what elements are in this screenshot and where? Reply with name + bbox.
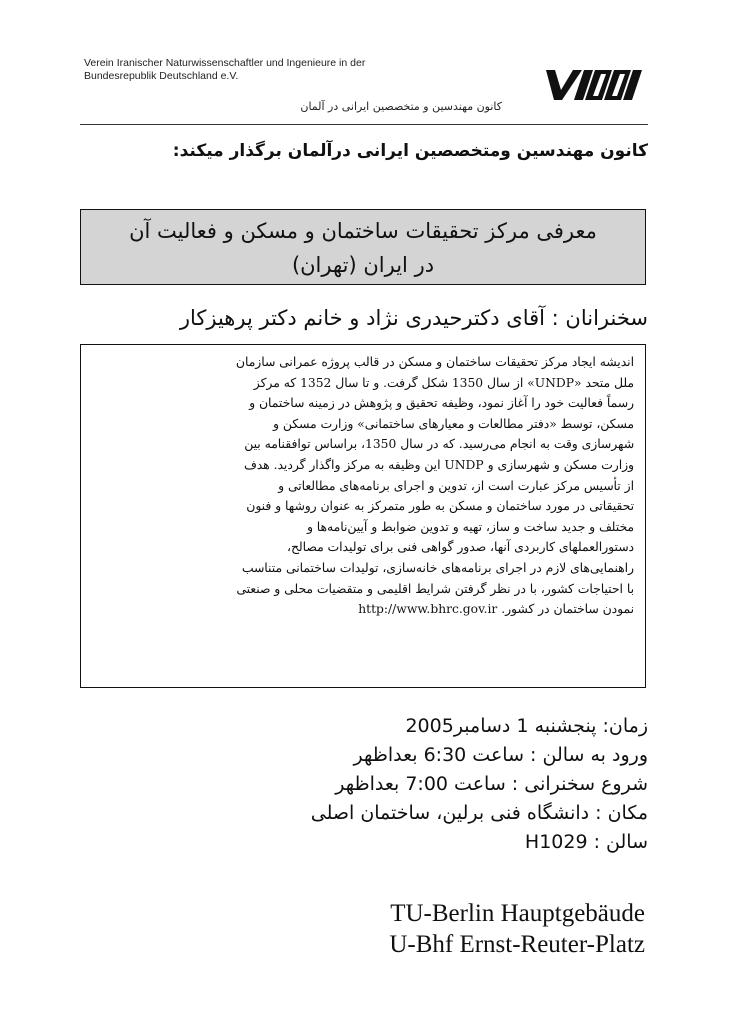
abstract-line: رسماً فعالیت خود را آغاز نمود، وظیفه تحقیق و پژوهش در زمینه ساختمان و xyxy=(249,396,634,411)
event-place: مکان : دانشگاه فنی برلین، ساختمان اصلی xyxy=(310,802,648,824)
abstract-line: تحقیقاتی در مورد ساختمان و مسکن به طور متمرکز به عنوان روشها و فنون xyxy=(246,499,634,514)
viii-logo xyxy=(540,68,652,102)
venue-station: U-Bhf Ernst-Reuter-Platz xyxy=(389,931,645,958)
event-date: زمان: پنجشنبه 1 دسامبر2005 xyxy=(405,715,648,737)
abstract-line: مسکن، توسط «دفتر مطالعات و معیارهای ساختمانی» وزارت مسکن و xyxy=(273,416,634,431)
abstract-line: با احتیاجات کشور، با در نظر گرفتن شرایط اقلیمی و متقضیات محلی و صنعتی xyxy=(236,581,634,596)
abstract-line: از تأسیس مرکز عبارت است از، تدوین و اجرای برنامه‌های مطالعاتی و xyxy=(278,478,634,493)
lecture-title-line-1: معرفی مرکز تحقیقات ساختمان و مسکن و فعالیت آن xyxy=(129,219,597,243)
abstract-line: اندیشه ایجاد مرکز تحقیقات ساختمان و مسکن در قالب پروژه عمرانی سازمان xyxy=(235,355,634,369)
abstract-line: ملل متحد «UNDP» از سال 1350 شکل گرفت. و تا سال 1352 که مرکز xyxy=(253,375,634,390)
lecture-title-line-2: در ایران (تهران) xyxy=(291,253,435,277)
org-name-persian: کانون مهندسین و متخصصین ایرانی در آلمان xyxy=(300,100,502,113)
speakers-line: سخنرانان : آقای دکترحیدری نژاد و خانم دکتر پرهیزکار xyxy=(179,306,648,330)
venue-building: TU-Berlin Hauptgebäude xyxy=(390,900,645,927)
abstract-line: وزارت مسکن و شهرسازی و UNDP این وظیفه به مرکز واگذار گردید. هدف xyxy=(243,457,634,472)
abstract-line: دستورالعملهای کاربردی آنها، صدور گواهی فنی برای تولیدات مصالح، xyxy=(287,540,634,555)
abstract-line: شهرسازی وقت به انجام می‌رسید. که در سال 1350، براساس توافقنامه بین xyxy=(244,437,634,452)
header-divider xyxy=(80,124,648,125)
event-start-time: شروع سخنرانی : ساعت 7:00 بعداظهر xyxy=(335,773,648,795)
event-hall: سالن : H1029 xyxy=(524,831,648,853)
lecture-title-box xyxy=(80,209,646,285)
abstract-line: نمودن ساختمان در کشور. http://www.bhrc.gov.ir xyxy=(358,602,634,617)
org-name-german-line-2: Bundesrepublik Deutschland e.V. xyxy=(84,70,239,82)
intro-line: کانون مهندسین ومتخصصین ایرانی درآلمان برگذار میکند: xyxy=(172,141,648,161)
org-name-german xyxy=(84,57,404,83)
abstract-line: راهنمایی‌های لازم در اجرای برنامه‌های خانه‌سازی، تولیدات ساختمانی متناسب xyxy=(241,560,634,575)
event-details xyxy=(200,712,648,857)
abstract-box xyxy=(80,344,646,688)
venue-german xyxy=(300,898,645,960)
event-entry-time: ورود به سالن : ساعت 6:30 بعداظهر xyxy=(353,744,648,766)
abstract-line: مختلف و جدید ساخت و ساز، تهیه و تدوین ضوابط و آیین‌نامه‌ها و xyxy=(306,519,634,534)
org-name-german-line-1: Verein Iranischer Naturwissenschaftler und Ingenieure in der xyxy=(84,57,366,69)
